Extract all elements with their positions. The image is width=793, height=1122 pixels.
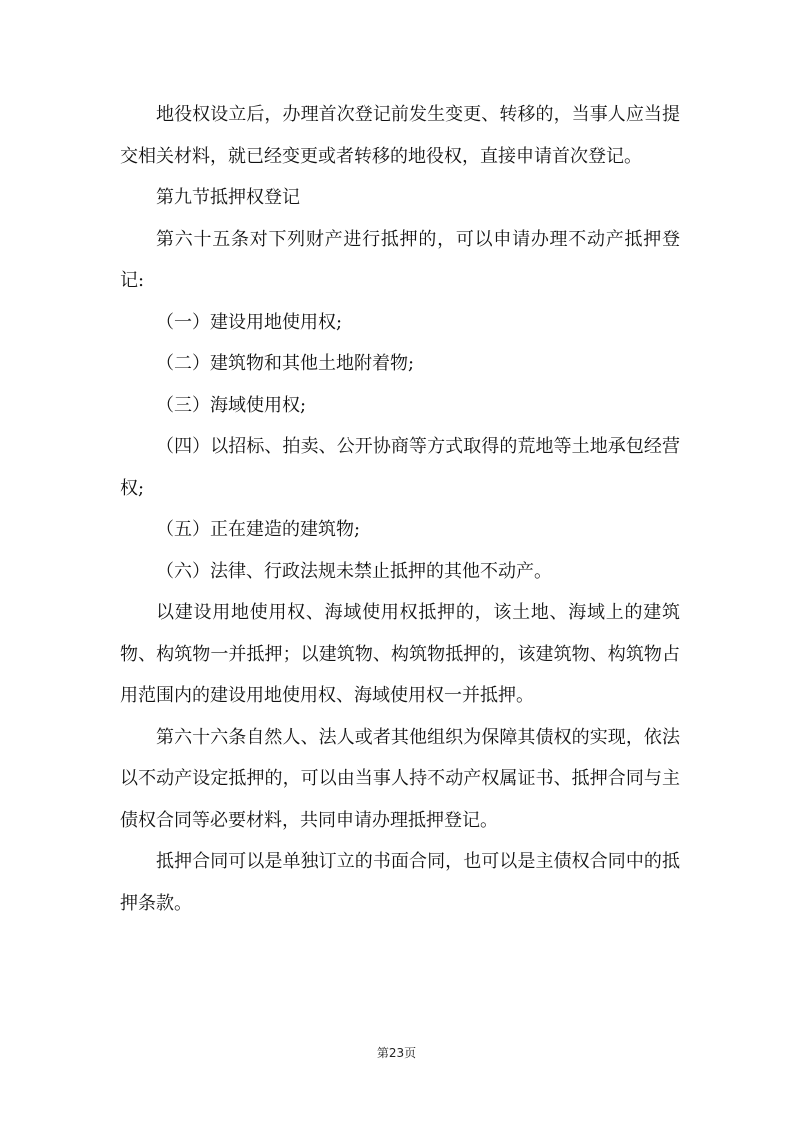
list-item-1: （一）建设用地使用权; bbox=[156, 311, 343, 333]
article-66: 第六十六条自然人、法人或者其他组织为保障其债权的实现，依法以不动产设定抵押的，可以由当事人持不动产权属证书、抵押合同与主债权合同等必要材料，共同申请办理抵押登记。 bbox=[120, 726, 680, 831]
paragraph-mortgage-contract: 抵押合同可以是单独订立的书面合同，也可以是主债权合同中的抵押条款。 bbox=[120, 851, 680, 914]
list-item-3: （三）海域使用权; bbox=[156, 394, 307, 416]
article-65: 第六十五条对下列财产进行抵押的，可以申请办理不动产抵押登记: bbox=[120, 228, 680, 291]
page-number: 第23页 bbox=[376, 1046, 417, 1060]
paragraph-easement-change: 地役权设立后，办理首次登记前发生变更、转移的，当事人应当提交相关材料，就已经变更或者转移的地役权，直接申请首次登记。 bbox=[120, 104, 680, 167]
paragraph-joint-mortgage: 以建设用地使用权、海域使用权抵押的，该土地、海域上的建筑物、构筑物一并抵押；以建筑物、构筑物抵押的，该建筑物、构筑物占用范围内的建设用地使用权、海域使用权一并抵押。 bbox=[120, 602, 680, 706]
document-body bbox=[120, 94, 680, 924]
list-item-4: （四）以招标、拍卖、公开协商等方式取得的荒地等土地承包经营权; bbox=[120, 436, 680, 499]
list-item-2: （二）建筑物和其他土地附着物; bbox=[156, 353, 415, 374]
list-item-6: （六）法律、行政法规未禁止抵押的其他不动产。 bbox=[156, 560, 552, 582]
section-heading-mortgage-registration: 第九节抵押权登记 bbox=[156, 187, 300, 208]
list-item-5: （五）正在建造的建筑物; bbox=[156, 519, 361, 540]
